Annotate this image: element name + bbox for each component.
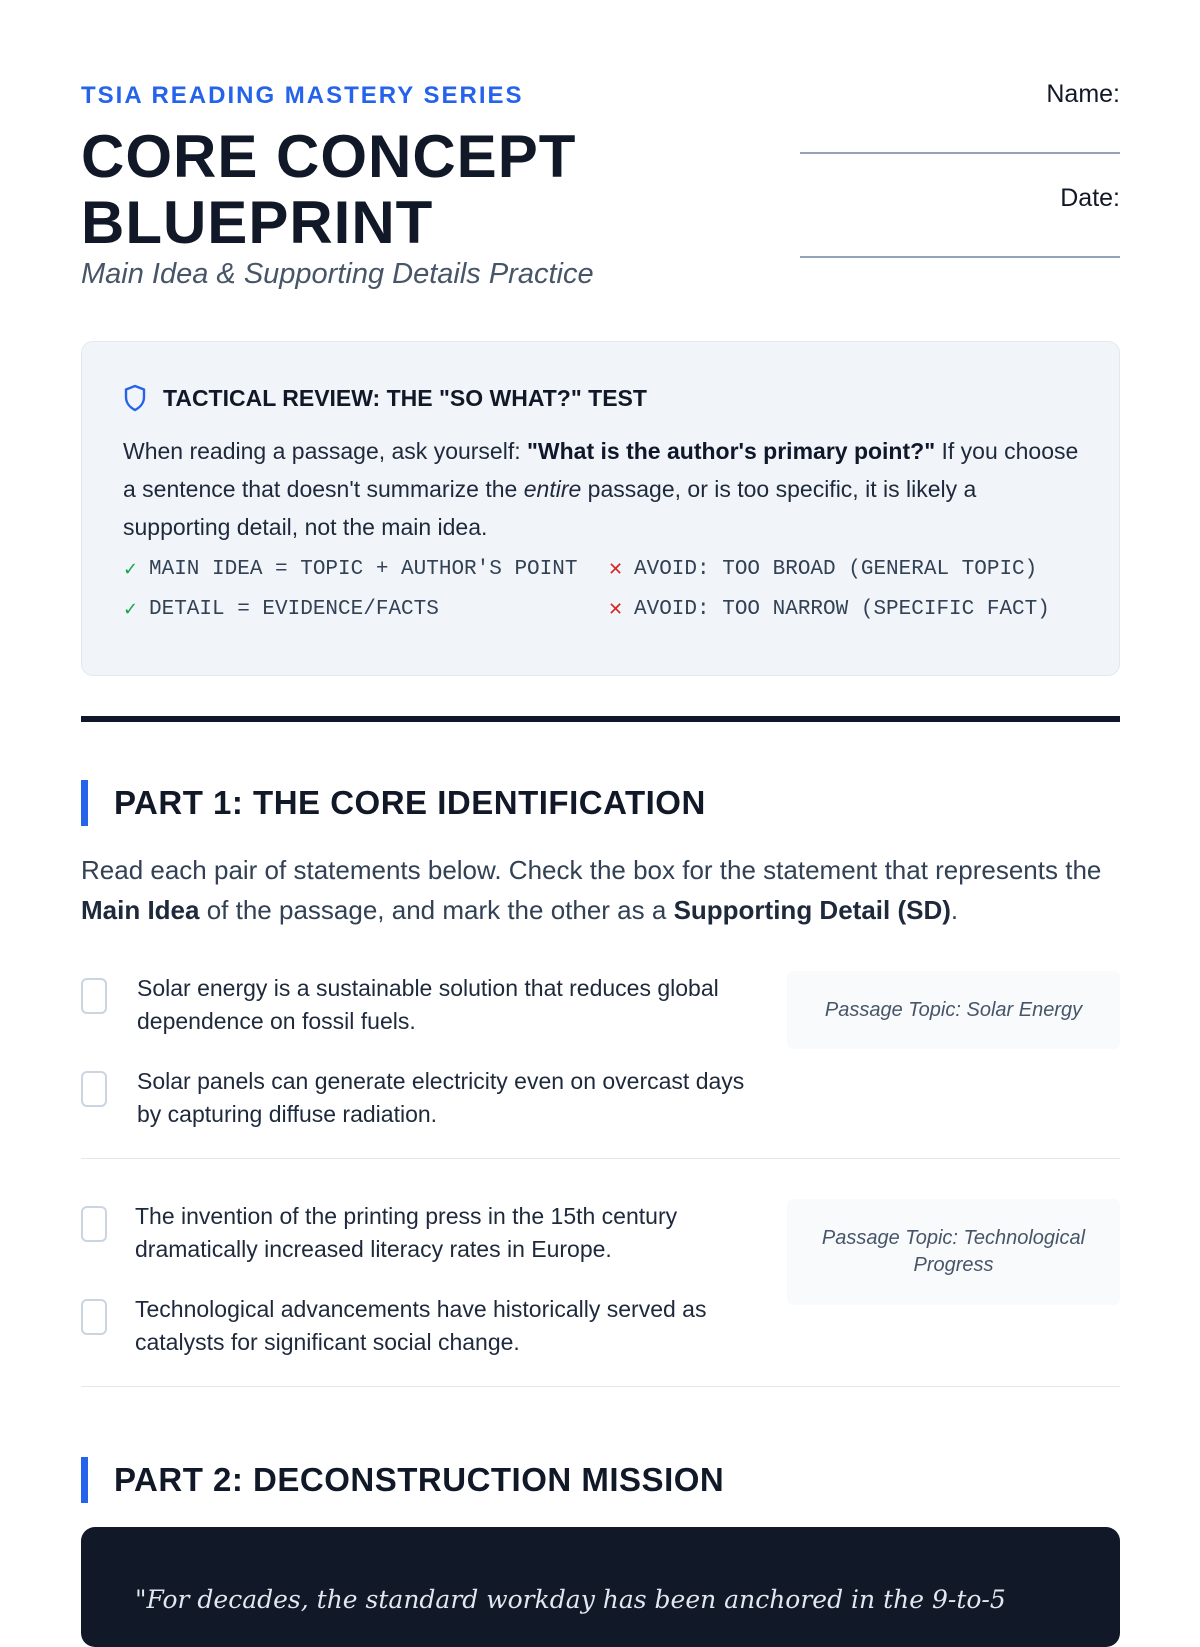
rules-grid [123,554,1079,624]
tactical-body-text: If you choose a sentence that doesn't summarize the [123,438,1079,502]
tactical-title: TACTICAL REVIEW: THE "SO WHAT?" TEST [163,384,647,411]
statement-checkbox[interactable] [81,1206,107,1242]
instructions-main-idea: Main Idea [81,895,200,925]
series-label: TSIA READING MASTERY SERIES [81,82,524,109]
statement-checkbox[interactable] [81,978,107,1014]
check-icon: ✓ [123,558,139,580]
rule-text: AVOID: TOO NARROW (SPECIFIC FACT) [634,597,1050,621]
instructions-text: . [950,895,959,925]
tactical-body-emphasis: entire [523,476,582,502]
statement-text: Solar energy is a sustainable solution that reduces global dependence on fossil fuels. [137,975,719,1034]
worksheet-header [81,0,1120,300]
instructions-supporting-detail: Supporting Detail (SD) [673,895,951,925]
check-icon: ✓ [123,598,139,620]
passage-topic-card: Passage Topic: Solar Energy [787,971,1120,1049]
page-title [81,124,576,256]
cross-icon: ✕ [608,558,624,580]
statement-pair [81,1196,1120,1387]
instructions-text: Read each pair of statements below. Check the box for the statement that represents the [81,855,1102,885]
statement-item [81,1065,757,1131]
statement-checkbox[interactable] [81,1071,107,1107]
passage-card [81,1527,1120,1647]
statement-text: The invention of the printing press in the 15th century dramatically increased literacy rates in Europe. [135,1203,678,1262]
rule-item [608,554,1068,584]
date-label: Date: [1060,184,1120,212]
date-field[interactable] [800,256,1120,258]
title-line-2: BLUEPRINT [81,189,434,256]
statement-pair [81,968,1120,1159]
tactical-review-box [81,341,1120,676]
rule-item [608,594,1068,624]
passage-quote: "For decades, the standard workday has been anchored in the 9-to-5 [135,1585,1006,1614]
tactical-body [123,432,1083,546]
name-label: Name: [1046,80,1120,108]
shield-icon [123,384,147,412]
rule-item [123,594,608,624]
instructions-text: of the passage, and mark the other as a [199,895,674,925]
statement-item [81,1200,725,1266]
rule-text: DETAIL = EVIDENCE/FACTS [149,597,439,621]
worksheet-page [81,0,1120,1614]
statement-text: Technological advancements have historically served as catalysts for significant social change. [135,1296,707,1355]
statement-item [81,1293,735,1359]
part1-instructions [81,850,1120,930]
tactical-body-text: passage, or is too specific, it is likely a supporting detail, not the main idea. [123,476,977,540]
tactical-body-key-question: "What is the author's primary point?" [527,438,936,464]
rule-text: MAIN IDEA = TOPIC + AUTHOR'S POINT [149,557,578,581]
cross-icon: ✕ [608,598,624,620]
page-subtitle: Main Idea & Supporting Details Practice [81,258,594,290]
rule-item [123,554,608,584]
part2-heading: PART 2: DECONSTRUCTION MISSION [81,1457,1120,1503]
tactical-body-text: When reading a passage, ask yourself: [123,438,528,464]
name-date-block [800,80,1120,258]
section-divider [81,716,1120,722]
passage-topic-card: Passage Topic: Technological Progress [787,1199,1120,1305]
statement-checkbox[interactable] [81,1299,107,1335]
part1-heading: PART 1: THE CORE IDENTIFICATION [81,780,1120,826]
tactical-header [123,382,1079,414]
statement-text: Solar panels can generate electricity even on overcast days by capturing diffuse radiation. [137,1068,745,1127]
statement-item [81,972,757,1038]
rule-text: AVOID: TOO BROAD (GENERAL TOPIC) [634,557,1038,581]
title-line-1: CORE CONCEPT [81,123,577,190]
